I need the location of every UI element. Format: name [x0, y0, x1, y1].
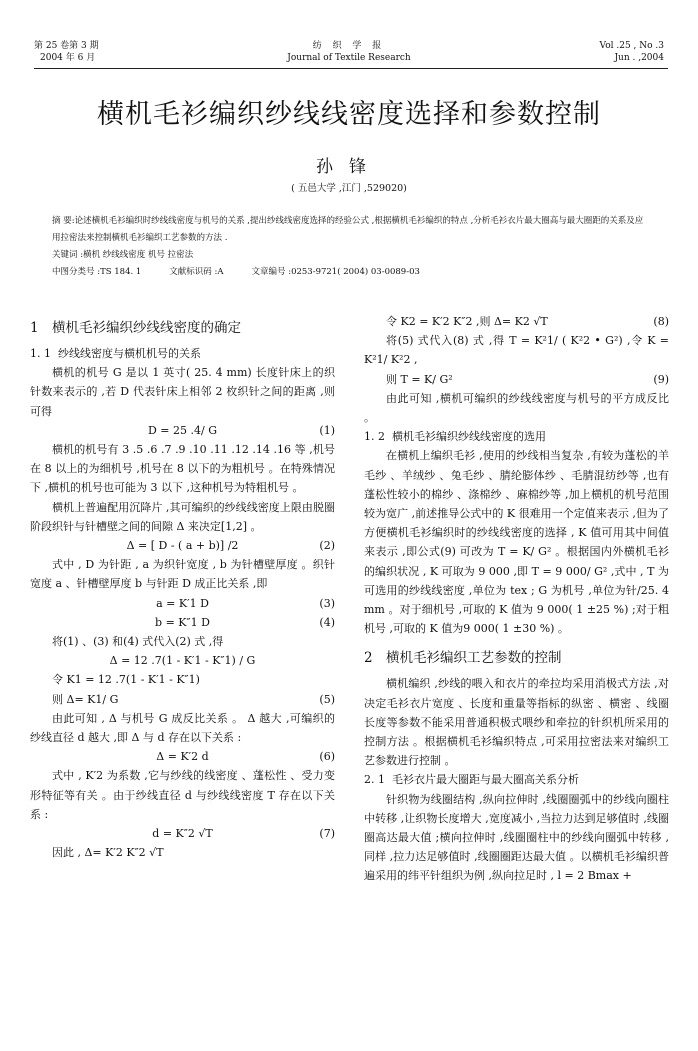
article-number: 文章编号 :0253-9721( 2004) 03-0089-03: [251, 267, 420, 277]
equation-body: b = K″1 D: [155, 615, 210, 629]
section-2-1-heading: [364, 770, 669, 789]
date-cn: 2004 年 6 月: [40, 53, 96, 63]
equation-5a: Δ = 12 .7(1 - K′1 - K″1) / G: [109, 654, 256, 668]
abstract-label: 摘 要: [52, 216, 72, 226]
left-column: [30, 312, 335, 862]
right-column: [364, 312, 669, 886]
journal-en: Journal of Textile Research: [287, 53, 411, 63]
volume-cn: 第 25 卷第 3 期: [34, 41, 99, 51]
paragraph: 针织物为线圈结构 ,纵向拉伸时 ,线圈圈弧中的纱线向圈柱中转移 ,让织物长度增大 ,宽度减小 ,当拉力达到足够值时 ,线圈圈高达最大值 ;横向拉伸时 ,线圈圈柱中的纱线向圈弧中转移 ,同样 ,拉力达足够值时 ,线圈圈距达最大值 。以横机毛衫编织普遍采用的纬平针组织为例 ,纵向拉足时 , l = 2 Bmax +: [364, 792, 669, 883]
paragraph: 横机的机号有 3 .5 .6 .7 .9 .10 .11 .12 .14 .16 等 ,机号在 8 以上的为细机号 ,机号在 8 以下的为粗机号 。在特殊情况下 ,横机的机号也可能为 3 以下 ,这种机号为特粗机号 。: [30, 443, 335, 495]
equation-number: (6): [319, 750, 335, 764]
equation-number: (5): [319, 692, 335, 706]
paragraph: 横机编织 ,纱线的喂入和衣片的牵拉均采用消极式方法 ,对决定毛衫衣片宽度 、长度和重量等指标的纵密 、横密 、线圈长度等参数不能采用普通积极式喂纱和牵拉的针织机所采用的控制方法 。根据横机毛衫编织特点 ,可采用拉密法来对编织工艺参数进行控制 。: [364, 677, 669, 768]
section-title: 横机毛衫编织工艺参数的控制: [386, 650, 562, 667]
paragraph: 横机的机号 G 是以 1 英寸( 25. 4 mm) 长度针床上的织针数来表示的 ,若 D 代表针床上相邻 2 枚织针之间的距离 ,则可得: [30, 366, 335, 418]
equation-3: [30, 594, 335, 613]
abstract: [52, 213, 647, 247]
equation-body: 令 K2 = K′2 K″2 ,则 Δ= K2 √T: [386, 315, 548, 328]
classification-line: [52, 264, 647, 281]
section-1-heading: [30, 316, 335, 340]
paragraph: 横机上普遍配用沉降片 ,其可编织的纱线线密度上限由脱圈阶段织针与针槽壁之间的间隙 Δ 来决定[1,2] 。: [30, 500, 335, 533]
document-code: 文献标识码 :A: [169, 267, 224, 277]
section-1-2-heading: [364, 427, 669, 446]
equation-9: [364, 370, 669, 389]
equation-number: (3): [319, 596, 335, 610]
abstract-text: :论述横机毛衫编织时纱线线密度与机号的关系 ,提出纱线线密度选择的经验公式 ,根据横机毛衫编织的特点 ,分析毛衫衣片最大圈高与最大圈距的关系及应用拉密法来控制横机毛衫编织工艺参数的方法 .: [52, 216, 644, 243]
keywords: 关键词 :横机 纱线线密度 机号 拉密法: [52, 250, 194, 260]
author-name: 孙锋: [316, 157, 382, 177]
affiliation: ( 五邑大学 ,江门 ,529020): [291, 183, 407, 194]
section-title: 毛衫衣片最大圈距与最大圈高关系分析: [392, 773, 579, 787]
header-rule: [34, 68, 668, 69]
equation-body: 则 Δ= K1/ G: [52, 692, 119, 706]
date-en: Jun . ,2004: [614, 53, 664, 63]
section-title: 纱线线密度与横机机号的关系: [58, 347, 201, 360]
equation-number: (8): [653, 315, 669, 328]
journal-cn: 纺 织 学 报: [312, 41, 386, 51]
paragraph: 因此 , Δ= K′2 K″2 √T: [52, 846, 164, 860]
abstract-block: [52, 213, 647, 281]
section-number: 1: [30, 320, 39, 336]
equation-2: [30, 536, 335, 555]
paragraph: 式中 , D 为针距 , a 为织针宽度 , b 为针槽壁厚度 。织针宽度 a 、针槽壁厚度 b 与针距 D 成正比关系 ,即: [30, 558, 335, 591]
section-number: 2. 1: [364, 773, 385, 787]
equation-4: [30, 613, 335, 632]
paragraph: 由此可知 ,横机可编织的纱线线密度与机号的平方成反比 。: [364, 391, 669, 425]
section-number: 2: [364, 650, 373, 667]
equation-5: [30, 690, 335, 709]
paragraph: 将(1) 、(3) 和(4) 式代入(2) 式 ,得: [52, 635, 224, 649]
section-number: 1. 1: [30, 347, 51, 360]
section-1-1-heading: [30, 344, 335, 363]
equation-5b: 令 K1 = 12 .7(1 - K′1 - K″1): [52, 673, 200, 687]
section-number: 1. 2: [364, 430, 385, 444]
equation-number: (9): [653, 372, 669, 386]
equation-body: 则 T = K/ G²: [386, 372, 453, 386]
section-2-heading: [364, 646, 669, 670]
paragraph: 式中 , K′2 为系数 ,它与纱线的线密度 、蓬松性 、受力变形特征等有关 。由于纱线直径 d 与纱线线密度 T 存在以下关系 :: [30, 769, 335, 821]
equation-number: (7): [319, 827, 335, 841]
equation-body: d = K″2 √T: [152, 827, 213, 841]
class-number: 中图分类号 :TS 184. 1: [52, 267, 142, 277]
section-title: 横机毛衫编织纱线线密度的确定: [52, 320, 241, 336]
equation-1: [30, 421, 335, 440]
equation-7: [30, 824, 335, 843]
equation-number: (4): [319, 615, 335, 629]
section-title: 横机毛衫编织纱线线密度的选用: [392, 430, 546, 444]
header-right: [600, 40, 664, 64]
paragraph: 将(5) 式代入(8) 式 ,得 T = K²1/ ( K²2 • G²) ,令 K = K²1/ K²2 ,: [364, 334, 669, 367]
paper-title: 横机毛衫编织纱线线密度选择和参数控制: [97, 99, 601, 130]
equation-body: D = 25 .4/ G: [147, 423, 217, 437]
equation-number: (1): [319, 423, 335, 437]
equation-body: a = K′1 D: [156, 596, 209, 610]
equation-6: [30, 747, 335, 766]
header-center: [0, 40, 698, 64]
paragraph: 由此可知 , Δ 与机号 G 成反比关系 。 Δ 越大 ,可编织的纱线直径 d 越大 ,即 Δ 与 d 存在以下关系 :: [30, 711, 335, 745]
equation-body: Δ = [ D - ( a + b)] /2: [126, 539, 239, 553]
equation-body: Δ = K′2 d: [156, 750, 209, 764]
volume-en: Vol .25 , No .3: [599, 41, 664, 51]
equation-8: [364, 312, 669, 331]
equation-number: (2): [319, 539, 335, 553]
paragraph: 在横机上编织毛衫 ,使用的纱线相当复杂 ,有较为蓬松的羊毛纱 、羊绒纱 、兔毛纱 、腈纶膨体纱 、毛腈混纺纱等 ,也有蓬松性较小的棉纱 、涤棉纱 、麻棉纱等 ,加上横机的机号范围较为宽广 ,前述推导公式中的 K 很难用一个定值来表示 ,但为了方便横机毛衫编织时的纱线线密度的选择 , K 值可用其中间值来表示 ,即公式(9) 可改为 T = K/ G² 。根据国内外横机毛衫的编织状况 , K 可取为 9 000 ,即 T = 9 000/ G² ,式中 , T 为可选用的纱线线密度 ,单位为 tex ; G 为机号 ,单位为针/25. 4 mm 。对于细机号 ,可取的 K 值为 9 000( 1 ±25 %) ;对于粗机号 ,可取的 K 值为9 000( 1 ±30 %) 。: [364, 449, 669, 636]
